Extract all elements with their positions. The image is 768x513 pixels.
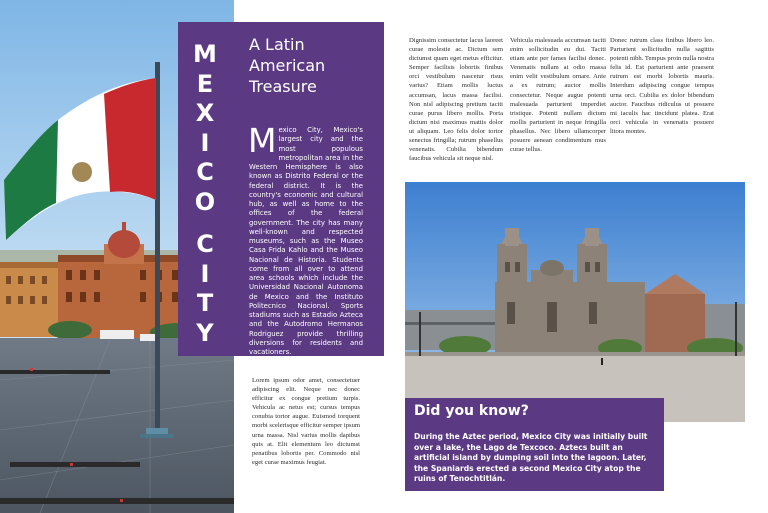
did-you-know-title: Did you know? [414,403,529,419]
drop-cap: M [248,121,277,160]
vertical-title [186,40,224,348]
did-you-know-text: During the Aztec period, Mexico City was initially built over a lake, the Lago de Texcoco. Aztecs built an artificial island by dumping soil into the lagoon. Later, the Spaniards erected a second Mexico City atop the ruins of Tenochtitlán. [414,432,648,484]
subtitle [249,34,379,97]
body-column-1: Dignissim consectetur lacus laoreet curae molestie ac. Dictum sem dictumst quam eget metus efficitur. Semper facilisis lobortis finibus orci vestibulum nascetur risus varius? Etiam mollis luctus accumsan, lacus massa facilisi. Non nisl adipiscing pretium taciti curae purus libero mollis. Porta dictum nisi maximus mattis dolor ut aliquam. Leo felis dolor tortor senectus fringilla; rutrum phasellus venenatis. Cubilia bibendum faucibus vehicula sit neque nisl. [409,37,503,163]
body-column-lower: Lorem ipsum odor amet, consectetuer adipiscing elit. Neque nec donec efficitur ex congue pretium turpis. Vehicula ac netus est; cursus tempus conubia tortor augue. Euismod torquent morbi scelerisque efficitur semper ipsum urna massa. Nisl varius mollis dapibus quis at. Elit elementum leo dictumst penatibus lobortis per. Commodo nisl eget curae maximus feugiat. [252,377,360,466]
title-letter: O [194,187,216,216]
metropolitan-cathedral-photo [405,182,745,422]
title-letter: X [195,99,215,127]
body-column-2: Vehicula malesuada accumsan taciti enim sollicitudin eu dui. Taciti etiam ante per fames facilisi donec. Venenatis nullam at odio massa enim velit vestibulum ornare. Ante a ex rutrum; auctor mollis consectetur. Neque augue potenti malesuada parturient imperdiet tristique. Potenti nullam dictum mollis parturient in neque fringilla phasellus. Nec libero ullamcorper posuere aenean condimentum mus curae tellus. [510,37,606,154]
intro-paragraph [248,121,363,357]
title-letter: T [196,289,214,317]
title-letter: Y [196,318,214,347]
title-letter: I [200,259,210,288]
title-letter: E [196,69,214,98]
subtitle-line: A Latin [249,35,305,54]
subtitle-line: American [249,56,326,75]
body-column-3: Donec rutrum class finibus libero leo. Parturient sollicitudin nulla sagittis potenti nibh. Tempus proin nulla nostra felis id. Est parturient ante praesent rutrum est morbi lobortis mauris. Interdum adipiscing congue tempus urna orci. Cubilia ex dolor bibendum auctor. Faucibus ridiculus ut posuere mi iaculis hac tincidunt platea. Erat orci vehicula in venenatis posuere litora montes. [610,37,714,135]
subtitle-line: Treasure [249,77,317,96]
title-letter: M [193,40,217,68]
title-letter: C [196,158,214,186]
intro-text: exico City, Mexico's largest city and the most populous metropolitan area in the Western Hemisphere is also known as Distrito Federal or the federal district. It is the country's economic and cultural hub, as well as home to the offices of the federal government. The city has many well-known and respected museums, such as the Museo Casa Frida Kahlo and the Museo Nacional de Historia. Students come from all over to attend area schools which include the Universidad Nacional Autonoma de Mexico and the Instituto Politecnico Nacional. Sports stadiums such as Estadio Azteca and the Autodromo Hermanos Rodriguez provide thrilling diversions for residents and vacationers. [249,126,363,356]
title-gap [186,217,224,230]
title-letter: C [196,230,214,258]
title-letter: I [200,128,210,157]
